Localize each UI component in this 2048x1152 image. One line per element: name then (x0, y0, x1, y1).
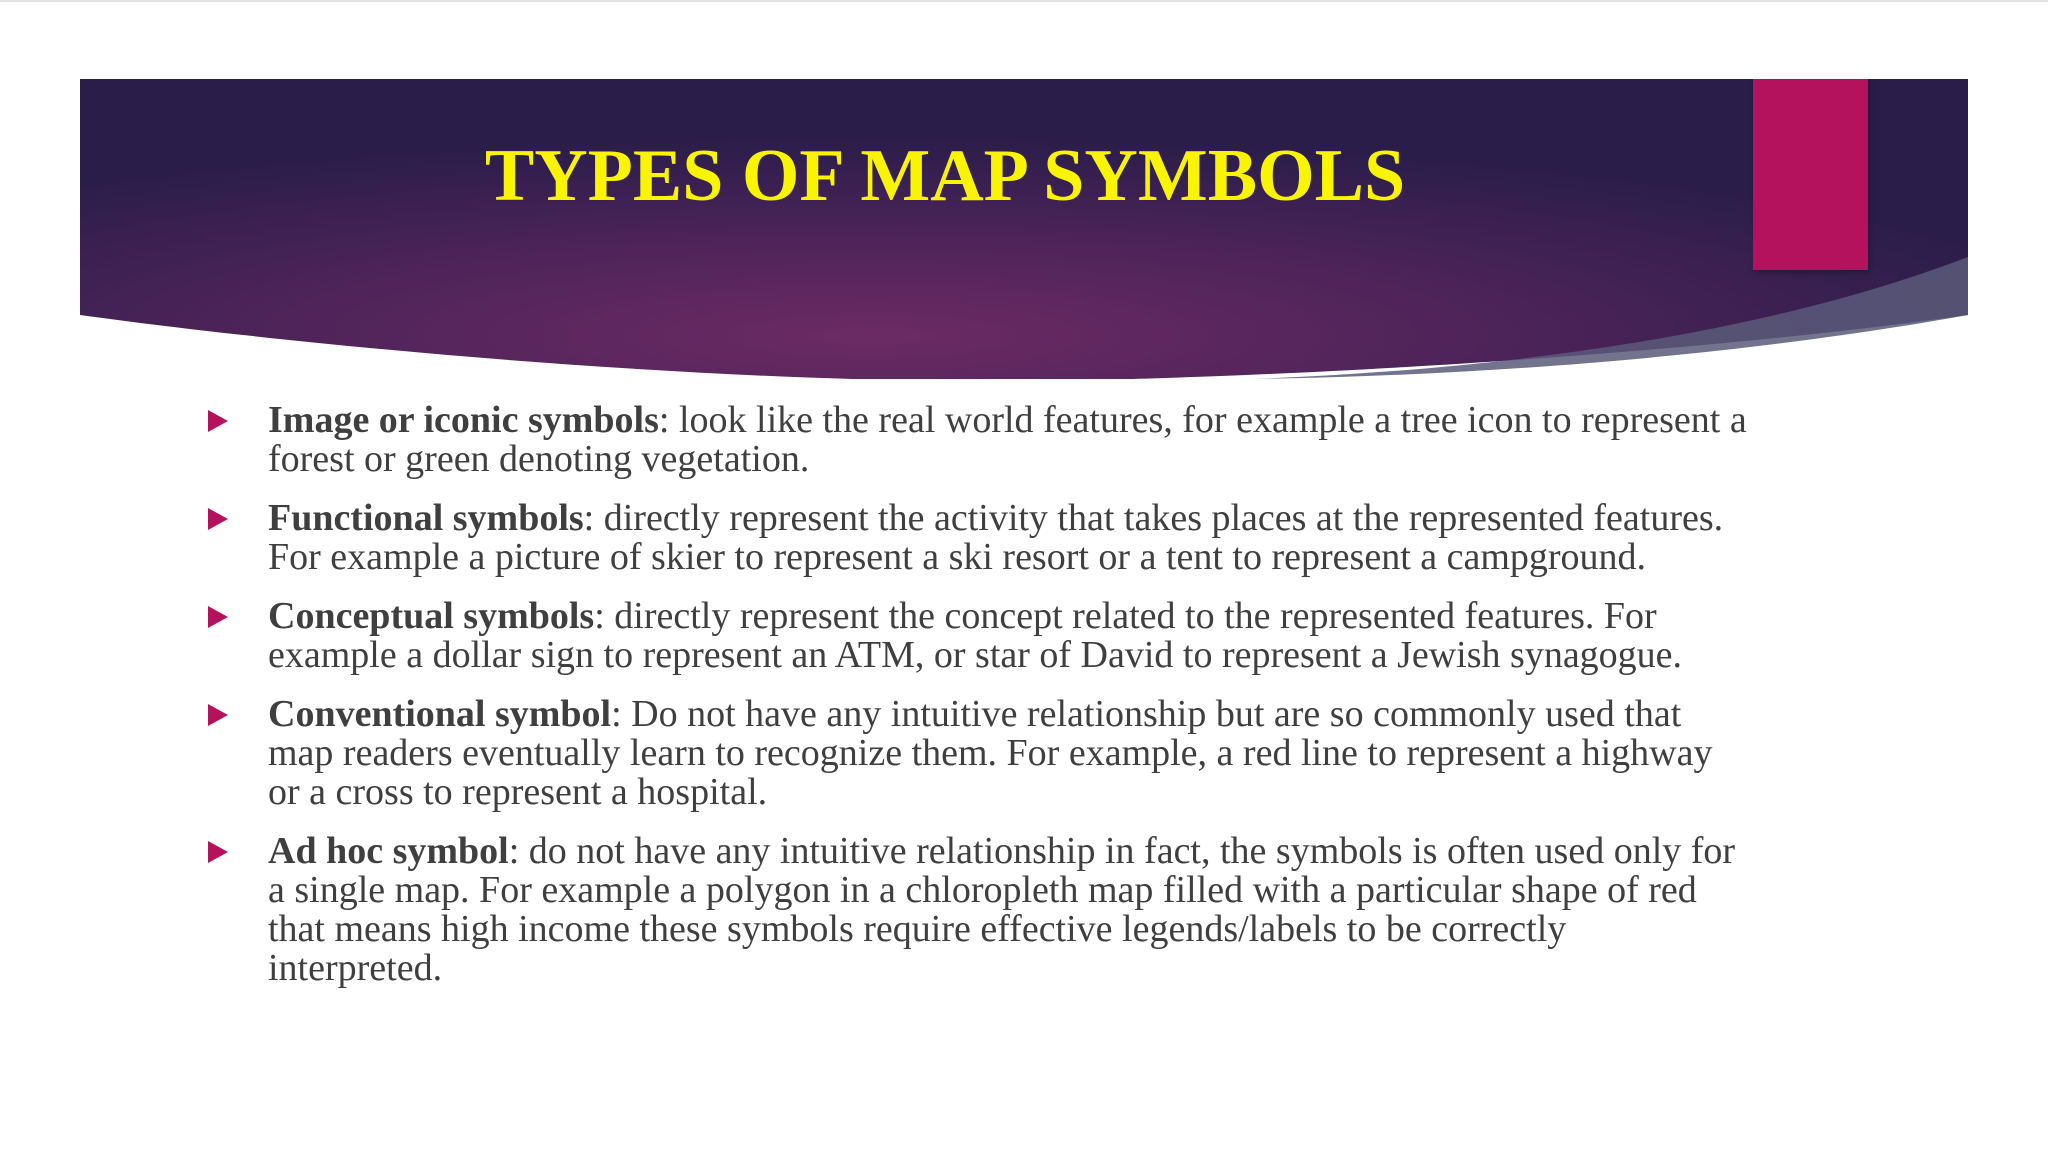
bullet-arrow-icon (208, 704, 228, 726)
bullet-term: Functional symbols (268, 497, 584, 539)
bullet-list (208, 401, 1748, 1008)
bullet-term: Image or iconic symbols (268, 399, 659, 441)
bullet-text: : directly represent the activity that takes places at the represented features. For example a picture of skier to represent a ski resort or a tent to represent a campground. (268, 497, 1724, 578)
bullet-arrow-icon (208, 410, 228, 432)
bullet-item-conceptual (208, 597, 1748, 675)
slide (80, 79, 1968, 1152)
bullet-term: Conventional symbol (268, 693, 612, 735)
slide-title: TYPES OF MAP SYMBOLS (484, 135, 1406, 217)
header-band (80, 79, 1968, 379)
bullet-item-conventional (208, 695, 1748, 812)
window-top-border (0, 0, 2048, 2)
bullet-arrow-icon (208, 508, 228, 530)
bullet-text: : do not have any intuitive relationship in fact, the symbols is often used only for a single map. For example a polygon in a chloropleth map filled with a particular shape of red that means high income these symbols require effective legends/labels to be correctly interpreted. (268, 830, 1736, 989)
bullet-item-functional (208, 499, 1748, 577)
bullet-text: : Do not have any intuitive relationship but are so commonly used that map readers eventually learn to recognize them. For example, a red line to represent a highway or a cross to represent a hospital. (268, 693, 1713, 813)
bullet-item-adhoc (208, 832, 1748, 988)
bullet-arrow-icon (208, 841, 228, 863)
bullet-text: : directly represent the concept related to the represented features. For example a dollar sign to represent an ATM, or star of David to represent a Jewish synagogue. (268, 595, 1683, 676)
bullet-term: Ad hoc symbol (268, 830, 509, 872)
bullet-arrow-icon (208, 606, 228, 628)
bullet-text: : look like the real world features, for example a tree icon to represent a forest or green denoting vegetation. (268, 399, 1747, 480)
bullet-item-iconic (208, 401, 1748, 479)
bullet-term: Conceptual symbols (268, 595, 595, 637)
